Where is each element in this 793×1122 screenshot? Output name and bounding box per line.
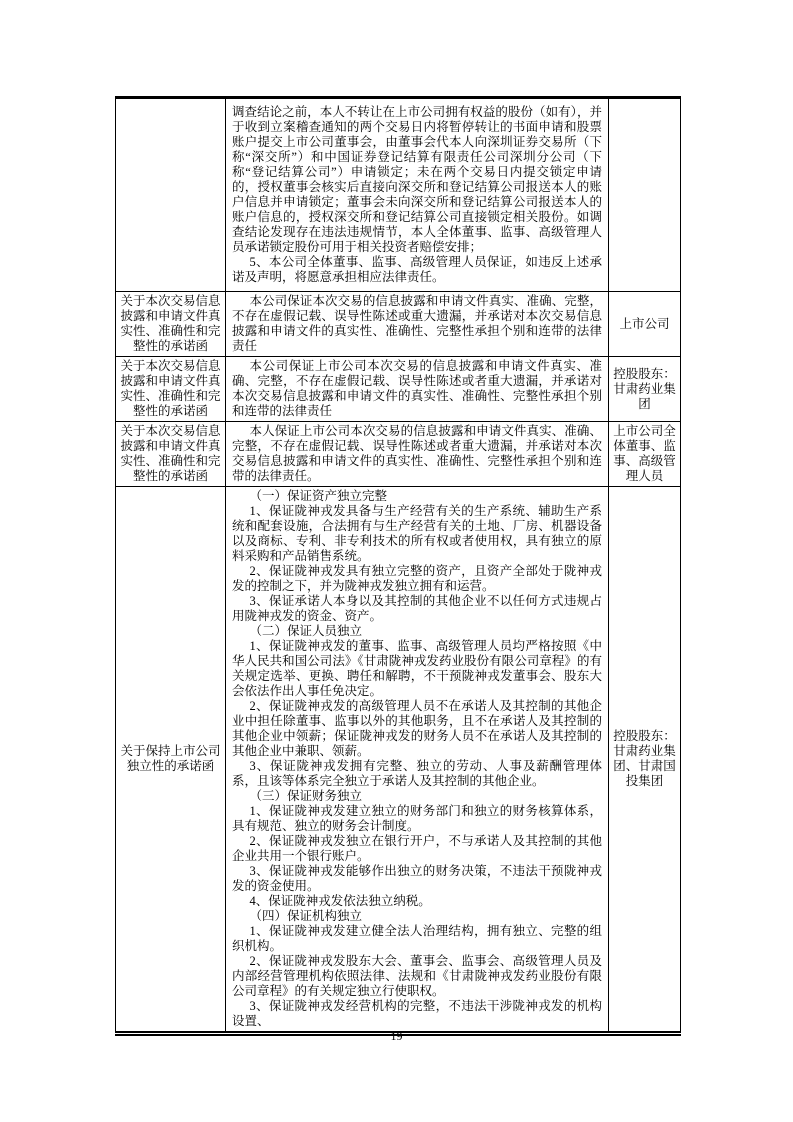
commitments-table (115, 96, 681, 1036)
commitment-content-cell (226, 422, 609, 487)
content-paragraph: 2、保证陇神戎发具有独立完整的资产，且资产全部处于陇神戎发的控制之下，并为陇神戎发独立拥有和运营。 (232, 564, 602, 593)
commitment-title-cell: 关于本次交易信息披露和申请文件真实性、准确性和完整性的承诺函 (116, 292, 226, 357)
content-paragraph: 本人保证上市公司本次交易的信息披露和申请文件真实、准确、完整，不存在虚假记载、误导性陈述或者重大遗漏，并承诺对本次交易信息披露和申请文件的真实性、准确性、完整性承担个别和连带的法律责任。 (232, 424, 602, 483)
table-row (116, 292, 681, 357)
content-paragraph: 3、保证陇神戎发经营机构的完整，不违法干涉陇神戎发的机构设置、 (232, 999, 602, 1028)
commitment-title-cell: 关于本次交易信息披露和申请文件真实性、准确性和完整性的承诺函 (116, 357, 226, 422)
table-row (116, 98, 681, 292)
content-paragraph: 调查结论之前，本人不转让在上市公司拥有权益的股份（如有），并于收到立案稽查通知的两个交易日内将暂停转让的书面申请和股票账户提交上市公司董事会，由董事会代本人向深圳证券交易所（下称“深交所”）和中国证券登记结算有限责任公司深圳分公司（下称“登记结算公司”）申请锁定；未在两个交易日内提交锁定申请的，授权董事会核实后直接向深交所和登记结算公司报送本人的账户信息并申请锁定；董事会未向深交所和登记结算公司报送本人的账户信息的，授权深交所和登记结算公司直接锁定相关股份。如调查结论发现存在违法违规情节，本人全体董事、监事、高级管理人员承诺锁定股份可用于相关投资者赔偿安排； (232, 105, 602, 254)
content-paragraph: 3、保证承诺人本身以及其控制的其他企业不以任何方式违规占用陇神戎发的资金、资产。 (232, 594, 602, 623)
table-row (116, 357, 681, 422)
content-paragraph: 2、保证陇神戎发独立在银行开户，不与承诺人及其控制的其他企业共用一个银行账户。 (232, 834, 602, 863)
content-paragraph: 5、本公司全体董事、监事、高级管理人员保证，如违反上述承诺及声明，将愿意承担相应法律责任。 (232, 255, 602, 284)
table-row (116, 487, 681, 1034)
commitment-content-cell (226, 292, 609, 357)
content-paragraph: 1、保证陇神戎发具备与生产经营有关的生产系统、辅助生产系统和配套设施，合法拥有与生产经营有关的土地、厂房、机器设备以及商标、专利、非专利技术的所有权或者使用权，具有独立的原料采购和产品销售系统。 (232, 504, 602, 563)
content-paragraph: 本公司保证上市公司本次交易的信息披露和申请文件真实、准确、完整，不存在虚假记载、误导性陈述或者重大遗漏，并承诺对本次交易信息披露和申请文件的真实性、准确性、完整性承担个别和连带的法律责任 (232, 359, 602, 418)
commitment-title-cell: 关于保持上市公司独立性的承诺函 (116, 487, 226, 1034)
content-paragraph: （四）保证机构独立 (249, 909, 363, 923)
commitment-title-cell: 关于本次交易信息披露和申请文件真实性、准确性和完整性的承诺函 (116, 422, 226, 487)
content-paragraph: （二）保证人员独立 (249, 624, 363, 638)
table-row (116, 422, 681, 487)
commitment-party-cell: 上市公司全体董事、监事、高级管理人员 (609, 422, 681, 487)
content-paragraph: 1、保证陇神戎发建立独立的财务部门和独立的财务核算体系，具有规范、独立的财务会计制度。 (232, 804, 602, 833)
commitment-party-cell: 控股股东：甘肃药业集团、甘肃国投集团 (609, 487, 681, 1034)
commitment-content-cell (226, 487, 609, 1034)
content-paragraph: 1、保证陇神戎发建立健全法人治理结构，拥有独立、完整的组织机构。 (232, 924, 602, 953)
page-number: 19 (390, 1029, 403, 1043)
commitment-party-cell: 上市公司 (609, 292, 681, 357)
content-paragraph: 本公司保证本次交易的信息披露和申请文件真实、准确、完整，不存在虚假记载、误导性陈述或重大遗漏，并承诺对本次交易信息披露和申请文件的真实性、准确性、完整性承担个别和连带的法律责任 (232, 294, 602, 353)
content-paragraph: 3、保证陇神戎发拥有完整、独立的劳动、人事及薪酬管理体系，且该等体系完全独立于承诺人及其控制的其他企业。 (232, 759, 602, 788)
content-paragraph: 4、保证陇神戎发依法独立纳税。 (249, 894, 431, 908)
content-paragraph: 3、保证陇神戎发能够作出独立的财务决策，不违法干预陇神戎发的资金使用。 (232, 864, 602, 893)
commitment-party-cell: 控股股东：甘肃药业集团 (609, 357, 681, 422)
commitment-content-cell (226, 98, 609, 292)
content-paragraph: （一）保证资产独立完整 (249, 489, 388, 503)
content-paragraph: （三）保证财务独立 (249, 789, 363, 803)
commitment-title-cell (116, 98, 226, 292)
commitment-party-cell (609, 98, 681, 292)
content-paragraph: 2、保证陇神戎发股东大会、董事会、监事会、高级管理人员及内部经营管理机构依照法律、法规和《甘肃陇神戎发药业股份有限公司章程》的有关规定独立行使职权。 (232, 954, 602, 998)
content-paragraph: 2、保证陇神戎发的高级管理人员不在承诺人及其控制的其他企业中担任除董事、监事以外的其他职务，且不在承诺人及其控制的其他企业中领薪；保证陇神戎发的财务人员不在承诺人及其控制的其他企业中兼职、领薪。 (232, 699, 602, 758)
content-paragraph: 1、保证陇神戎发的董事、监事、高级管理人员均严格按照《中华人民共和国公司法》《甘肃陇神戎发药业股份有限公司章程》的有关规定选举、更换、聘任和解聘，不干预陇神戎发董事会、股东大会依法作出人事任免决定。 (232, 639, 602, 698)
commitment-content-cell (226, 357, 609, 422)
